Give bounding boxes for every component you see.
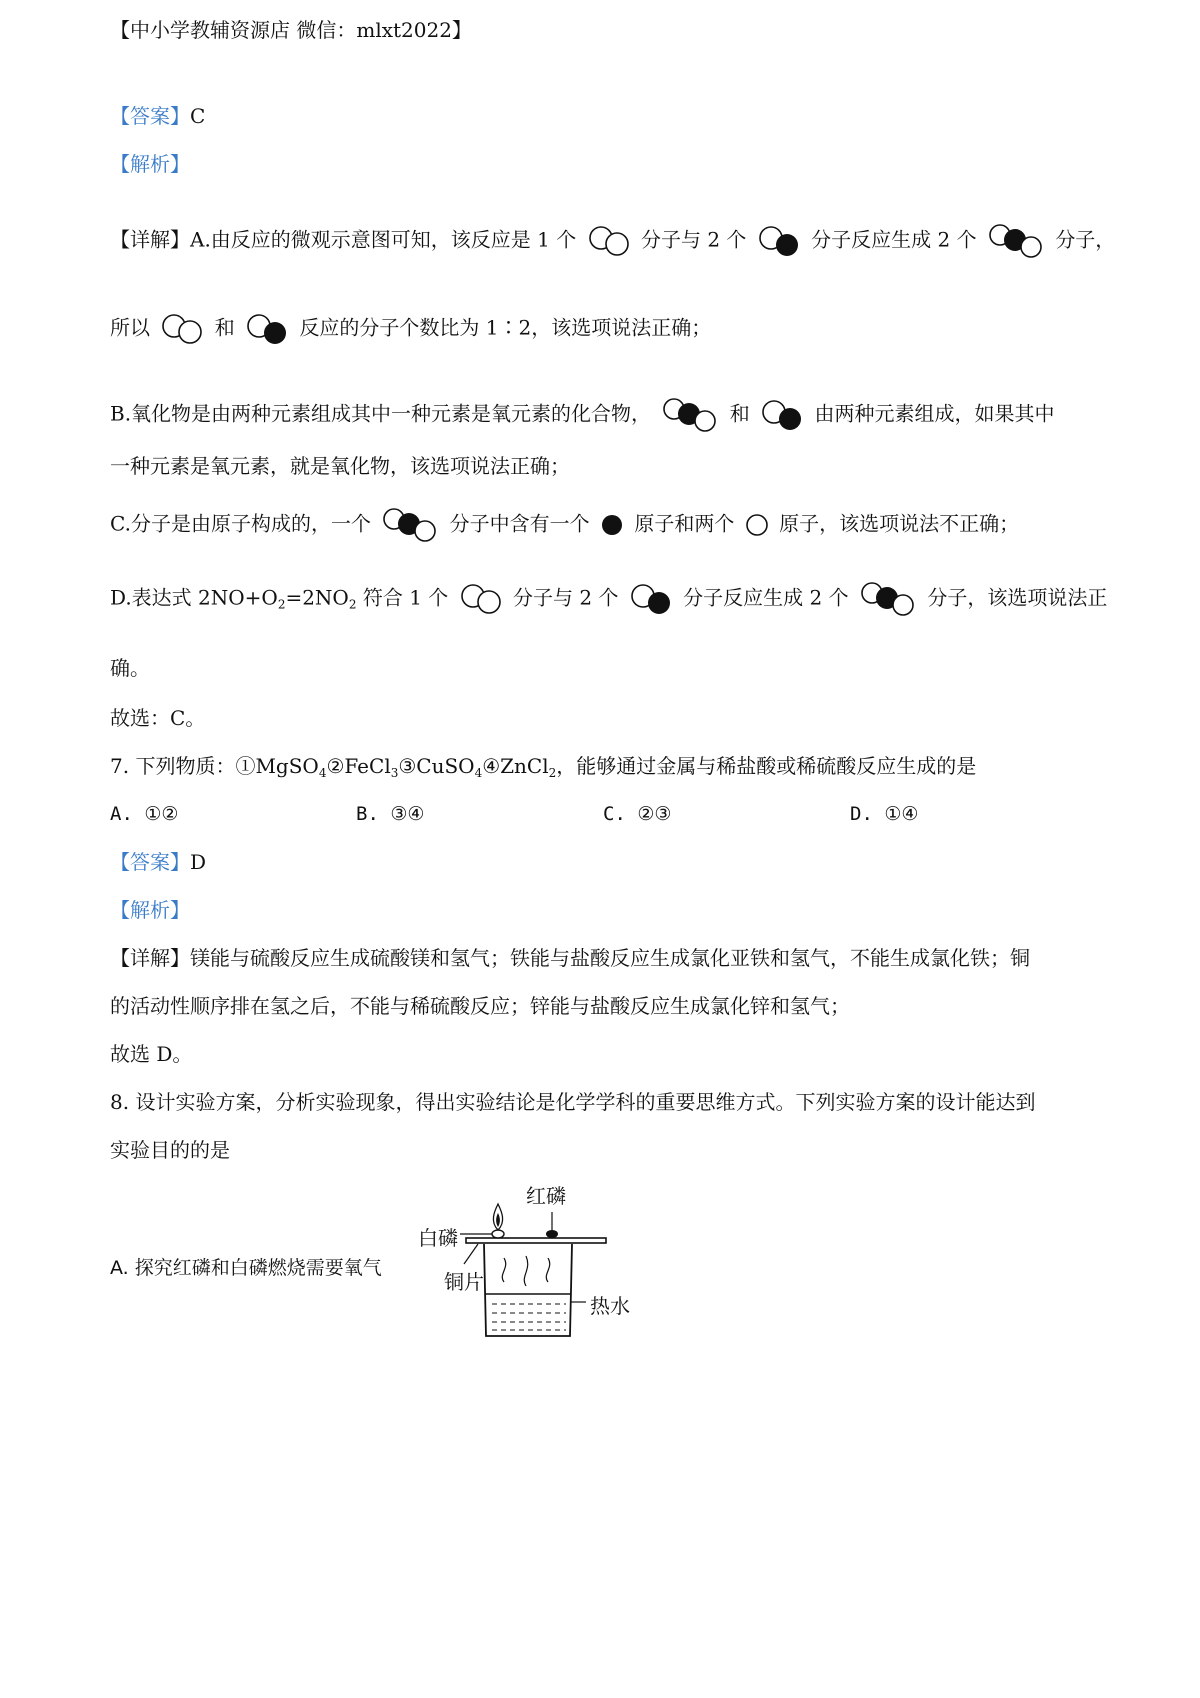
question-7-stem [110, 752, 976, 787]
text-segment: ②FeCl [326, 754, 391, 778]
text-segment: A.由反应的微观示意图可知，该反应是 1 个 [190, 227, 577, 252]
text-segment: B.氧化物是由两种元素组成其中一种元素是氧元素的化合物， [110, 401, 652, 426]
subscript: 4 [318, 766, 327, 780]
label-white-phosphorus: 白磷 [418, 1226, 458, 1250]
nitrogen-atom-icon [600, 513, 624, 537]
oxygen-atom-icon [745, 513, 769, 537]
no2-molecule-icon [987, 222, 1045, 260]
text-segment: 分子与 2 个 [640, 227, 747, 252]
question-8-stem-line2: 实验目的的是 [110, 1138, 230, 1162]
no-molecule-icon [629, 582, 673, 616]
no2-molecule-icon [859, 580, 917, 618]
text-segment: 分子，该选项说法正 [927, 585, 1108, 610]
q7-option-b: B. ③④ [356, 803, 425, 825]
text-segment: ④ZnCl [482, 754, 549, 778]
text-segment: =2NO [285, 585, 349, 610]
no2-molecule-icon [381, 506, 439, 544]
text-segment: 反应的分子个数比为 1∶2，该选项说法正确； [299, 315, 712, 340]
text-segment: C.分子是由原子构成的，一个 [110, 511, 371, 536]
q7-option-c: C. ②③ [603, 803, 672, 825]
answer-line [110, 848, 206, 876]
answer-label: 【答案】 [110, 850, 190, 874]
text-segment: ③CuSO [398, 754, 475, 778]
detail-A-line [110, 222, 1115, 260]
watermark: 【中小学教辅资源店 微信：mlxt2022】 [110, 18, 472, 42]
detail-label: 【详解】 [110, 946, 190, 970]
text-segment: 由两种元素组成，如果其中 [814, 401, 1055, 426]
subscript: 2 [548, 766, 557, 780]
label-copper-plate: 铜片 [444, 1270, 484, 1294]
text-segment: 分子中含有一个 [449, 511, 590, 536]
label-hot-water: 热水 [590, 1294, 630, 1318]
analysis-label: 【解析】 [110, 898, 190, 922]
o2-molecule-icon [459, 582, 503, 616]
o2-molecule-icon [587, 224, 631, 258]
text-segment: 7. 下列物质：①MgSO [110, 754, 319, 778]
text-segment: 和 [214, 315, 235, 340]
analysis-label: 【解析】 [110, 152, 190, 176]
no-molecule-icon [757, 224, 801, 258]
no-molecule-icon [245, 312, 289, 346]
text-segment: 和 [729, 401, 750, 426]
answer-line [110, 102, 205, 130]
text-segment: D.表达式 2NO+O [110, 585, 278, 610]
subscript: 2 [277, 597, 286, 612]
text-segment: 符合 1 个 [356, 585, 449, 610]
o2-molecule-icon [160, 312, 204, 346]
text-segment: 分子与 2 个 [513, 585, 619, 610]
subscript: 3 [390, 766, 399, 780]
detail-C-line [110, 506, 1019, 544]
detail-D2-line: 确。 [110, 656, 150, 680]
subscript: 4 [474, 766, 483, 780]
detail-q7-line1 [110, 944, 1030, 972]
text-segment: 分子反应生成 2 个 [683, 585, 849, 610]
conclusion-q6: 故选：C。 [110, 706, 206, 730]
phosphorus-experiment-diagram [420, 1182, 650, 1346]
text-segment: 原子，该选项说法不正确； [779, 511, 1020, 536]
subscript: 2 [348, 597, 357, 612]
text-segment: 原子和两个 [634, 511, 735, 536]
detail-B2-line: 一种元素是氧元素，就是氧化物，该选项说法正确； [110, 454, 570, 478]
no2-molecule-icon [661, 396, 719, 434]
text-segment: ，能够通过金属与稀盐酸或稀硫酸反应生成的是 [556, 754, 977, 778]
detail-D-line [110, 580, 1107, 619]
question-8-stem-line1: 8. 设计实验方案，分析实验现象，得出实验结论是化学学科的重要思维方式。下列实验方案的设计能达到 [110, 1090, 1036, 1114]
text-segment: 分子， [1055, 227, 1116, 252]
detail-label: 【详解】 [110, 227, 190, 252]
q7-option-a: A. ①② [110, 803, 179, 825]
answer-value: C [190, 104, 206, 128]
detail-A2-line [110, 312, 711, 346]
text-segment: 所以 [110, 315, 150, 340]
label-red-phosphorus: 红磷 [526, 1184, 566, 1208]
q7-option-d: D. ①④ [850, 803, 919, 825]
text-segment: 镁能与硫酸反应生成硫酸镁和氢气；铁能与盐酸反应生成氯化亚铁和氢气，不能生成氯化铁；铜 [190, 946, 1030, 970]
answer-value: D [190, 850, 207, 874]
text-segment: 分子反应生成 2 个 [811, 227, 977, 252]
detail-q7-line2: 的活动性顺序排在氢之后，不能与稀硫酸反应；锌能与盐酸反应生成氯化锌和氢气； [110, 994, 850, 1018]
answer-label: 【答案】 [110, 104, 190, 128]
no-molecule-icon [760, 398, 804, 432]
conclusion-q7: 故选 D。 [110, 1042, 193, 1066]
detail-B-line [110, 396, 1055, 434]
q8-option-a: A. 探究红磷和白磷燃烧需要氧气 [110, 1257, 382, 1279]
